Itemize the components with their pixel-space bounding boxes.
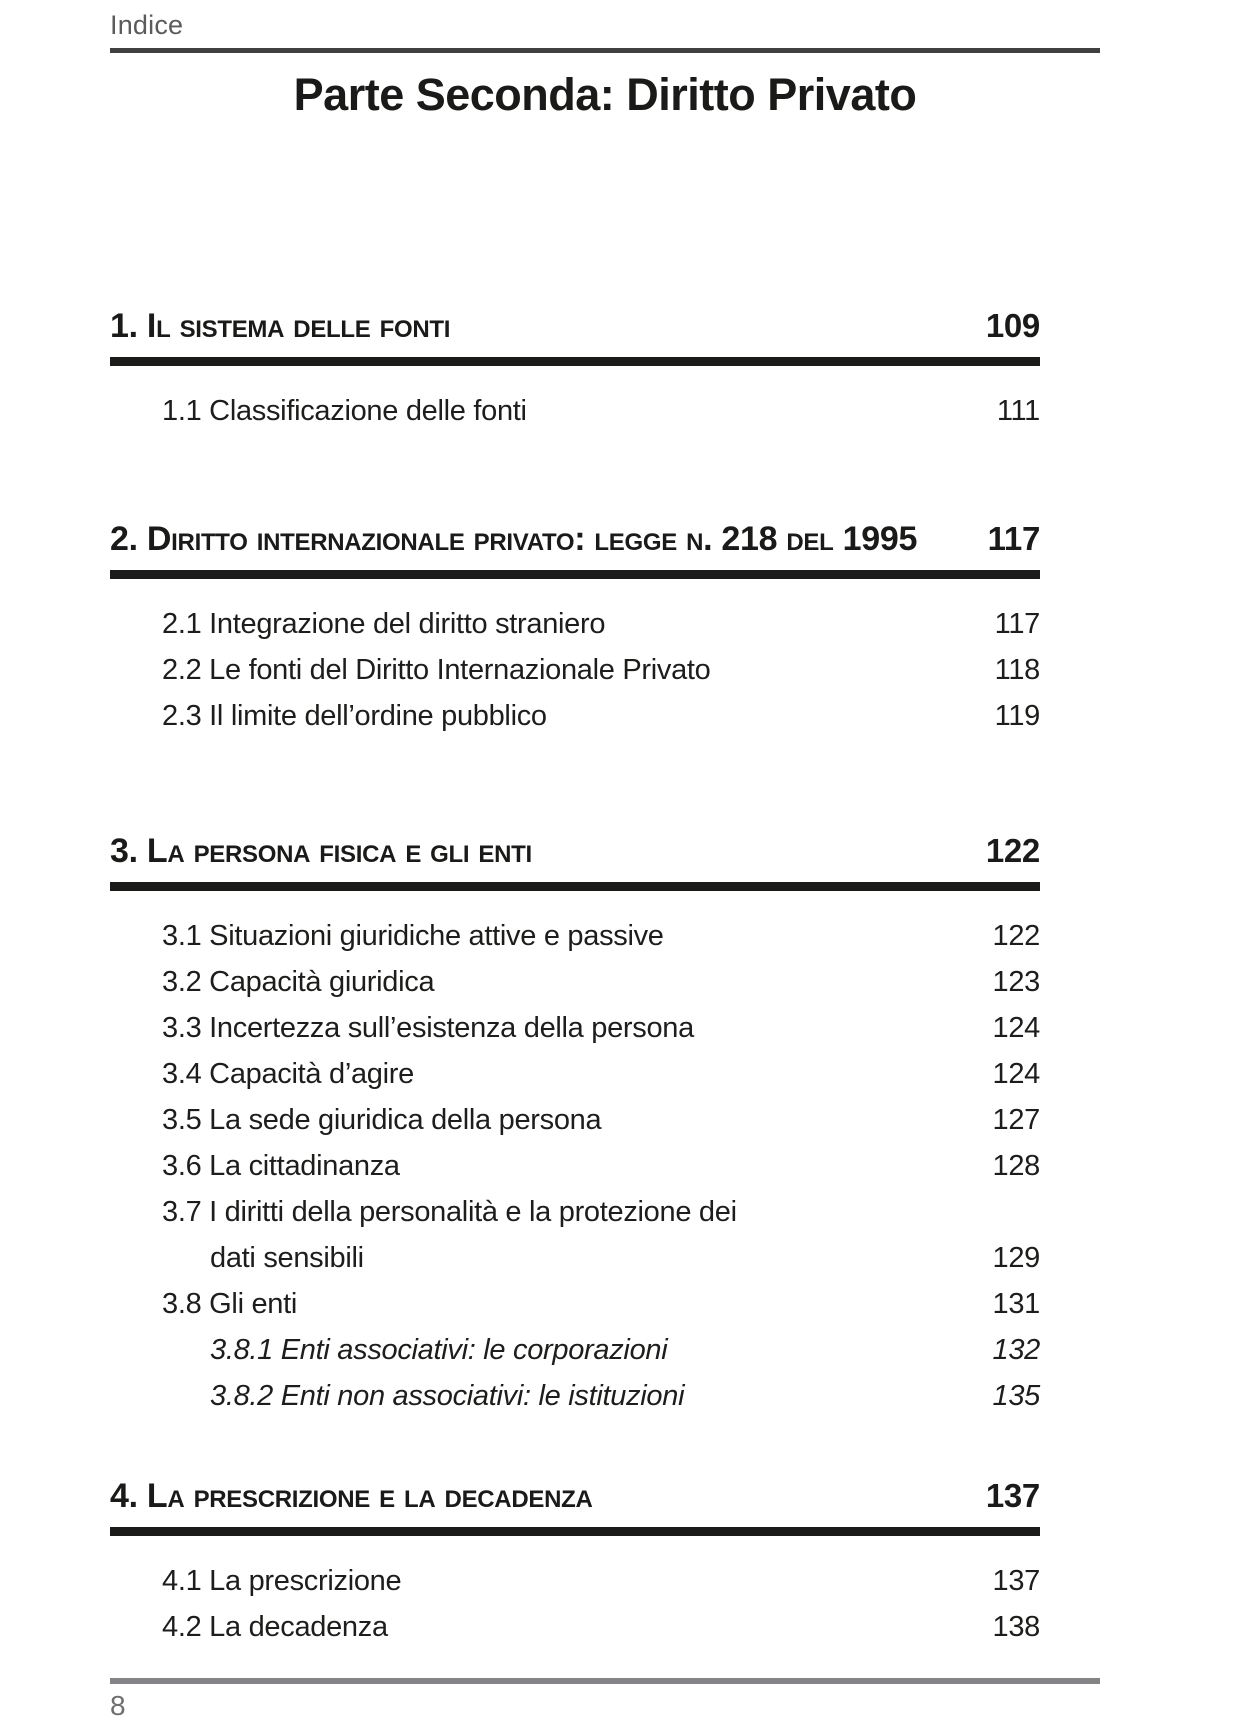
toc <box>110 309 1040 1650</box>
section-number: 1. <box>110 307 138 345</box>
section-title: La persona fisica e gli enti <box>146 832 532 870</box>
toc-entry-label: 2.3 Il limite dell’ordine pubblico <box>162 700 547 732</box>
section-heading-text <box>110 522 917 556</box>
toc-entry <box>110 1235 1040 1281</box>
toc-entry-label: 4.2 La decadenza <box>162 1611 388 1643</box>
section-title: Diritto internazionale privato: legge n. 218 del 1995 <box>146 520 918 558</box>
toc-entry <box>110 1373 1040 1419</box>
toc-entry-label: 3.5 La sede giuridica della persona <box>162 1104 602 1136</box>
toc-entry-page-number: 122 <box>992 920 1040 952</box>
toc-entry <box>110 647 1040 693</box>
toc-section <box>110 309 1040 434</box>
toc-entry-label: 4.1 La prescrizione <box>162 1565 402 1597</box>
toc-entry-label: 3.8.1 Enti associativi: le corporazioni <box>210 1334 668 1366</box>
section-entries <box>110 388 1040 434</box>
running-header-rule <box>110 48 1100 53</box>
section-page-number: 109 <box>985 307 1040 344</box>
section-rule <box>110 570 1040 579</box>
footer-rule <box>110 1678 1100 1684</box>
toc-entry-label: 2.1 Integrazione del diritto straniero <box>162 608 606 640</box>
section-title: La prescrizione e la decadenza <box>146 1477 593 1515</box>
toc-entry <box>110 1051 1040 1097</box>
section-heading-text <box>110 309 450 343</box>
toc-entry-page-number: 124 <box>992 1058 1040 1090</box>
page-number: 8 <box>110 1690 126 1721</box>
toc-entry-page-number: 117 <box>994 608 1040 640</box>
toc-entry-label: 3.8.2 Enti non associativi: le istituzioni <box>210 1380 685 1412</box>
toc-entry-label: 3.8 Gli enti <box>162 1288 298 1320</box>
toc-entry-label: 1.1 Classificazione delle fonti <box>162 395 527 427</box>
section-page-number: 117 <box>987 520 1040 557</box>
toc-entry-page-number: 127 <box>992 1104 1040 1136</box>
section-number: 4. <box>110 1477 138 1515</box>
toc-entry <box>110 1281 1040 1327</box>
toc-entry-label: 3.1 Situazioni giuridiche attive e passive <box>162 920 664 952</box>
section-title: Il sistema delle fonti <box>146 307 451 345</box>
toc-entry-label: 3.7 I diritti della personalità e la protezione dei <box>162 1196 737 1228</box>
toc-entry-page-number: 123 <box>992 966 1040 998</box>
toc-entry-label: 3.6 La cittadinanza <box>162 1150 400 1182</box>
toc-entry-label: 2.2 Le fonti del Diritto Internazionale Privato <box>162 654 711 686</box>
toc-entry-label: 3.4 Capacità d’agire <box>162 1058 414 1090</box>
toc-entry <box>110 1327 1040 1373</box>
page-footer <box>110 1678 1100 1722</box>
page-content <box>110 0 1100 1650</box>
section-heading-text <box>110 1479 593 1513</box>
toc-entry-page-number: 132 <box>992 1334 1040 1366</box>
toc-section-heading <box>110 522 1040 556</box>
toc-entry-page-number: 128 <box>992 1150 1040 1182</box>
section-entries <box>110 913 1040 1419</box>
toc-entry-page-number: 131 <box>992 1288 1040 1320</box>
toc-entry <box>110 1143 1040 1189</box>
toc-entry-page-number: 137 <box>992 1565 1040 1597</box>
toc-entry-page-number: 118 <box>994 654 1040 686</box>
toc-entry-label: 3.3 Incertezza sull’esistenza della persona <box>162 1012 694 1044</box>
toc-entry <box>110 913 1040 959</box>
toc-section-heading <box>110 834 1040 868</box>
toc-section-heading <box>110 1479 1040 1513</box>
toc-section <box>110 834 1040 1419</box>
toc-entry-page-number: 124 <box>992 1012 1040 1044</box>
toc-entry-page-number: 119 <box>994 700 1040 732</box>
section-rule <box>110 357 1040 366</box>
toc-entry-label: 3.2 Capacità giuridica <box>162 966 435 998</box>
section-heading-text <box>110 834 532 868</box>
section-page-number: 122 <box>985 832 1040 869</box>
section-number: 2. <box>110 520 138 558</box>
toc-section <box>110 522 1040 739</box>
toc-entry <box>110 693 1040 739</box>
running-header <box>110 0 1100 53</box>
section-entries <box>110 601 1040 739</box>
toc-entry-page-number: 138 <box>992 1611 1040 1643</box>
toc-entry <box>110 1558 1040 1604</box>
toc-entry <box>110 1097 1040 1143</box>
toc-entry-label: dati sensibili <box>210 1242 364 1274</box>
toc-entry <box>110 388 1040 434</box>
running-header-label: Indice <box>110 10 184 40</box>
section-rule <box>110 1527 1040 1536</box>
section-entries <box>110 1558 1040 1650</box>
toc-entry-page-number: 135 <box>992 1380 1040 1412</box>
toc-entry-page-number: 129 <box>992 1242 1040 1274</box>
toc-entry <box>110 601 1040 647</box>
toc-section-heading <box>110 309 1040 343</box>
section-number: 3. <box>110 832 138 870</box>
toc-entry <box>110 1604 1040 1650</box>
section-rule <box>110 882 1040 891</box>
page-title: Parte Seconda: Diritto Privato <box>293 69 917 120</box>
toc-entry-page-number: 111 <box>996 395 1040 427</box>
toc-section <box>110 1479 1040 1650</box>
section-page-number: 137 <box>985 1477 1040 1514</box>
toc-entry <box>110 1005 1040 1051</box>
toc-entry <box>110 959 1040 1005</box>
toc-entry <box>110 1189 1040 1235</box>
